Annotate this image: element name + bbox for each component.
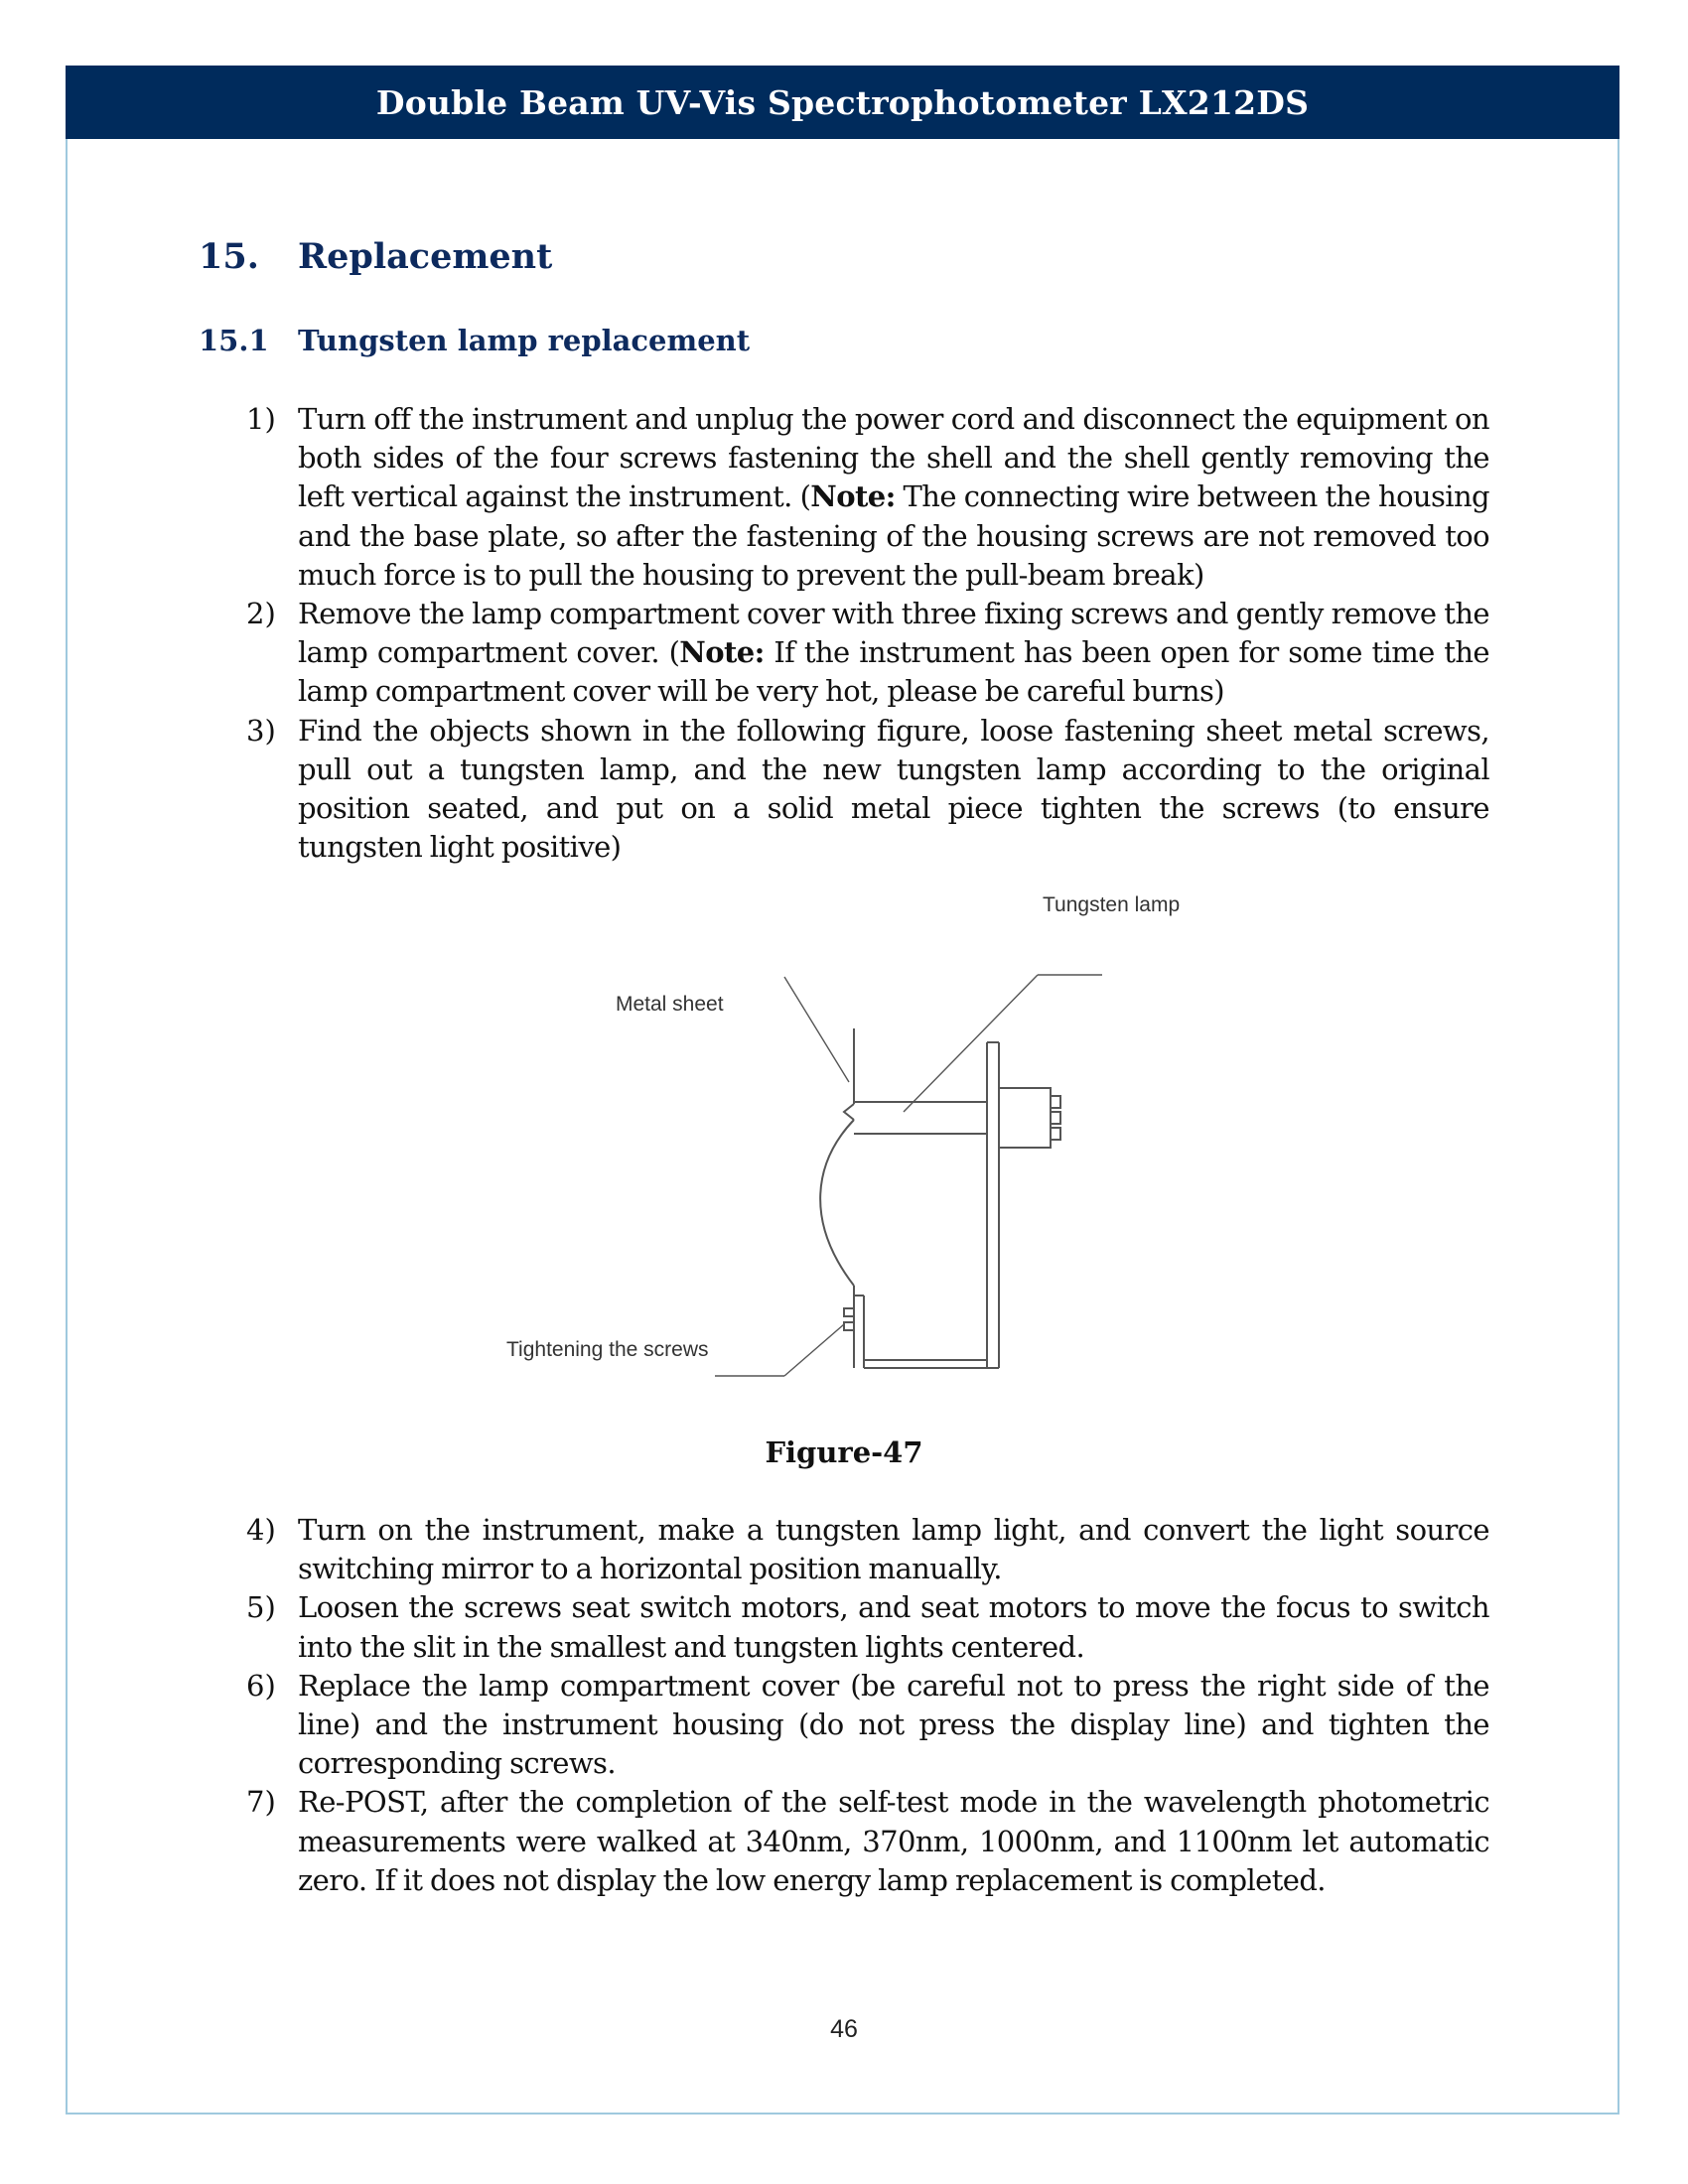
subsection-heading — [199, 324, 750, 357]
steps-list-before-figure — [246, 400, 1489, 867]
step-marker: 7) — [246, 1785, 276, 1820]
step-item — [246, 1511, 1489, 1588]
tungsten-lamp-label: Tungsten lamp — [1043, 893, 1181, 916]
step-marker: 2) — [246, 597, 276, 631]
step-marker: 6) — [246, 1668, 276, 1703]
step-item — [246, 1667, 1489, 1784]
subsection-title: Tungsten lamp replacement — [298, 324, 751, 357]
subsection-number: 15.1 — [199, 324, 269, 357]
metal-sheet-leader — [784, 977, 849, 1082]
step-marker: 4) — [246, 1513, 276, 1547]
step-item — [246, 1783, 1489, 1900]
step-text: Remove the lamp compartment cover with three fixing screws and gently remove the lamp compartment cover. (Note: If the instrument has been open for some time the lamp compartment cover will be very hot, please be careful burns) — [298, 597, 1489, 709]
section-heading — [199, 236, 552, 277]
lamp-assembly-drawing — [487, 893, 1241, 1410]
metal-sheet-label: Metal sheet — [616, 993, 724, 1016]
document-title: Double Beam UV-Vis Spectrophotometer LX212DS — [375, 82, 1310, 122]
step-text: Find the objects shown in the following figure, loose fastening sheet metal screws, pull out a tungsten lamp, and the new tungsten lamp according to the original position seated, and put on a solid metal piece tighten the screws (to ensure tungsten light positive) — [298, 713, 1489, 865]
section-title: Replacement — [298, 236, 553, 277]
section-number: 15. — [199, 236, 259, 277]
step-text: Turn off the instrument and unplug the power cord and disconnect the equipment on both sides of the four screws fastening the shell and the shell gently removing the left vertical against the instrument. (Note: The connecting wire between the housing and the base plate, so after the fastening of the housing screws are not removed too much force is to pull the housing to prevent the pull-beam break) — [298, 402, 1489, 592]
figure-caption: Figure-47 — [765, 1435, 923, 1469]
step-item — [246, 400, 1489, 595]
note-label: Note: — [810, 479, 896, 514]
metal-sheet-clip — [844, 1104, 854, 1120]
lamp-bulb-curve — [820, 1120, 854, 1286]
page-number: 46 — [830, 2015, 858, 2043]
step-marker: 3) — [246, 713, 276, 748]
tightening-screws-leader — [784, 1324, 844, 1376]
tungsten-lamp-leader — [904, 975, 1038, 1112]
step-text: Replace the lamp compartment cover (be careful not to press the right side of the line) and the instrument housing (do not press the display line) and tighten the corresponding screws. — [298, 1668, 1489, 1781]
step-text: Loosen the screws seat switch motors, and seat motors to move the focus to switch into the slit in the smallest and tungsten lights centered. — [298, 1590, 1489, 1664]
lamp-diagram-figure — [487, 893, 1241, 1410]
step-marker: 1) — [246, 402, 276, 436]
connector-block — [999, 1088, 1051, 1148]
document-header — [66, 66, 1619, 139]
note-label: Note: — [679, 635, 765, 670]
step-text: Turn on the instrument, make a tungsten lamp light, and convert the light source switching mirror to a horizontal position manually. — [298, 1513, 1489, 1586]
tightening-screws-label: Tightening the screws — [506, 1338, 709, 1361]
screw-mark — [844, 1308, 854, 1316]
step-item — [246, 1588, 1489, 1666]
step-marker: 5) — [246, 1590, 276, 1625]
step-item — [246, 712, 1489, 868]
step-text: Re-POST, after the completion of the self-test mode in the wavelength photometric measurements were walked at 340nm, 370nm, 1000nm, and 1100nm let automatic zero. If it does not display the low energy lamp replacement is completed. — [298, 1785, 1489, 1897]
step-item — [246, 595, 1489, 712]
steps-list-after-figure — [246, 1511, 1489, 1900]
